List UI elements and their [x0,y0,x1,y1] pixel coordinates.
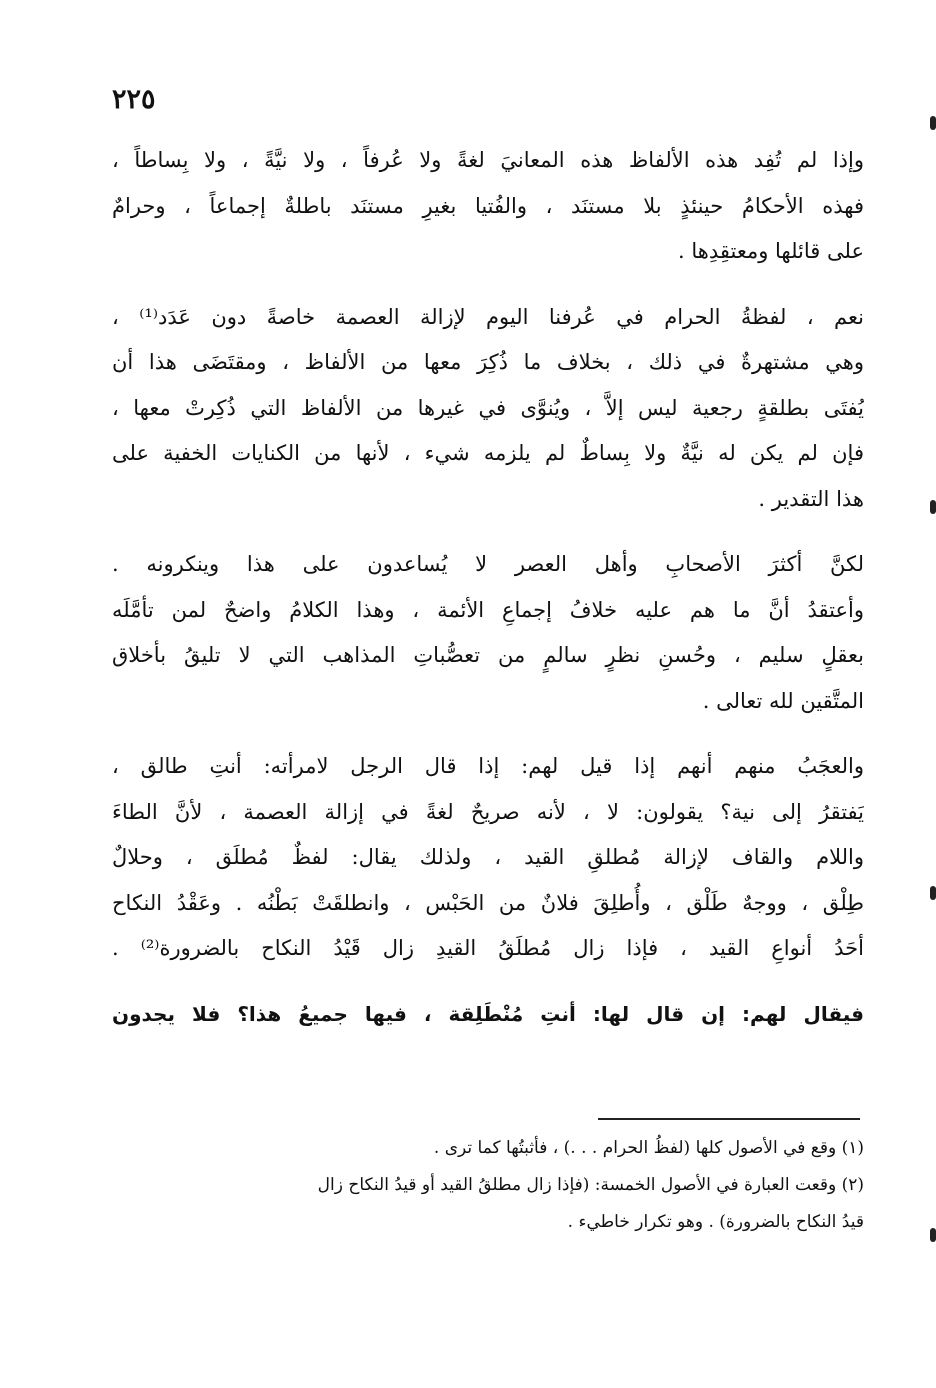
page-number: ٢٢٥ [112,84,156,115]
paragraph [112,542,864,724]
text-line: لكنَّ أكثرَ الأصحابِ وأهل العصر لا يُساعدون على هذا وينكرونه . [112,552,864,576]
footnotes [112,1130,864,1241]
scan-edge-mark [930,886,936,900]
text-line: هذا التقدير . [758,486,864,511]
text-line: طِلْق ، ووجهٌ طَلْق ، وأُطلِقَ فلانٌ من الحَبْس ، وانطلقَتْ بَطْنُه . وعَقْدُ النكاح [112,890,864,915]
footnote-1: (١) وقع في الأصول كلها (لفظُ الحرام . . .) ، فأثبتُها كما ترى . [433,1138,864,1158]
scan-edge-mark [930,116,936,130]
text-line: فيقال لهم: إن قال لها: أنتِ مُنْطَلِقة ، فيها جميعُ هذا؟ فلا يجدون [112,1001,864,1026]
body-text [112,138,864,1057]
text-line: فهذه الأحكامُ حينئذٍ بلا مستنَد ، والفُتيا بغيرِ مستنَد باطلةٌ إجماعاً ، وحرامٌ [112,193,864,218]
text-line: بعقلٍ سليم ، وحُسنِ نظرٍ سالمٍ من تعصُّباتِ المذاهب التي لا تليقُ بأخلاق [112,643,864,667]
footnote-2: (٢) وقعت العبارة في الأصول الخمسة: (فإذا زال مطلقُ القيد أو قيدُ النكاح زال [317,1175,864,1195]
text-line: أحَدُ أنواعِ القيد ، فإذا زال مُطلَقُ القيدِ زال قَيْدُ النكاح بالضرورة⁽²⁾ . [112,936,864,960]
scan-edge-mark [930,1228,936,1242]
paragraph-bold [112,992,864,1038]
text-line: نعم ، لفظةُ الحرام في عُرفنا اليوم لإزالة العصمة خاصةً دون عَدَد⁽¹⁾ ، [112,304,864,329]
text-line: على قائلها ومعتقِدِها . [678,239,864,263]
text-line: وهي مشتهرةٌ في ذلك ، بخلاف ما ذُكِرَ معها من الألفاظ ، ومقتَضَى هذا أن [112,350,864,374]
text-line: وإذا لم تُفِد هذه الألفاظ هذه المعانيَ لغةً ولا عُرفاً ، ولا نيَّةً ، ولا بِساطاً ، [112,148,864,172]
text-line: واللام والقاف لإزالة مُطلقِ القيد ، ولذلك يقال: لفظٌ مُطلَق ، وحلالٌ [112,845,864,869]
text-line: يَفتقرُ إلى نية؟ يقولون: لا ، لأنه صريحٌ لغةً في إزالة العصمة ، لأنَّ الطاءَ [112,799,864,824]
text-line: فإن لم يكن له نيَّةٌ ولا بِساطٌ لم يلزمه شيء ، لأنها من الكنايات الخفية على [112,441,864,465]
footnote-2-continuation: قيدُ النكاح بالضرورة) . وهو تكرار خاطيء . [567,1212,864,1232]
text-line: يُفتَى بطلقةٍ رجعية ليس إلاَّ ، ويُنوَّى في غيرها من الألفاظ التي ذُكِرتْ معها ، [112,395,864,420]
text-line: وأعتقدُ أنَّ ما هم عليه خلافُ إجماعِ الأئمة ، وهذا الكلامُ واضحٌ لمن تأمَّلَه [112,597,864,622]
text-line: المتَّقين لله تعالى . [702,688,864,713]
text-line: والعجَبُ منهم أنهم إذا قيل لهم: إذا قال الرجل لامرأته: أنتِ طالق ، [112,754,864,778]
footnote-divider [598,1118,860,1120]
paragraph [112,295,864,523]
paragraph [112,138,864,275]
scan-edge-mark [930,500,936,514]
paragraph [112,744,864,972]
